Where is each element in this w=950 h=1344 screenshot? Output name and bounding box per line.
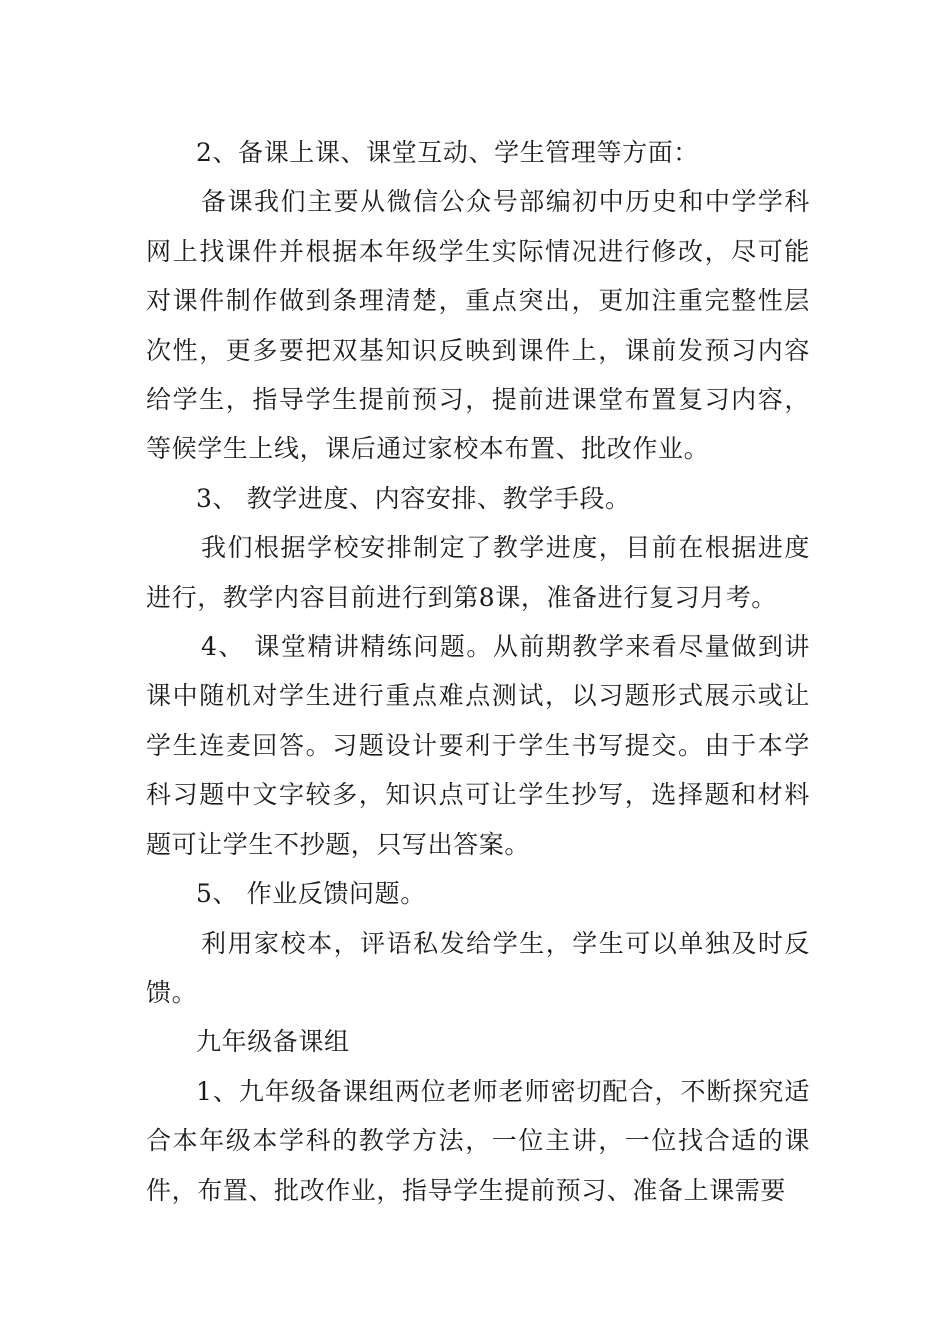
paragraph-section-2-heading: 2、备课上课、课堂互动、学生管理等方面： [196,138,699,167]
paragraph-section-4-practice: 4、 课堂精讲精练问题。从前期教学来看尽量做到讲课中随机对学生进行重点难点测试，以习题形式展示或让学生连麦回答。习题设计要利于学生书写提交。由于本学科习题中文字较多，知识点可让学生抄写，选择题和材料题可让学生不抄题，只写出答案。 [146,632,810,859]
paragraph-section-5-heading: 5、 作业反馈问题。 [196,879,426,909]
paragraph-grade9-group-heading: 九年级备课组 [196,1027,350,1057]
paragraph-grade9-item-1: 1、九年级备课组两位老师老师密切配合，不断探究适合本年级本学科的教学方法，一位主讲，一位找合适的课件，布置、批改作业，指导学生提前预习、准备上课需要 [146,1076,810,1205]
paragraph-teaching-progress: 我们根据学校安排制定了教学进度，目前在根据进度进行，教学内容目前进行到第8课，准备进行复习月考。 [146,533,810,612]
paragraph-lesson-preparation: 备课我们主要从微信公众号部编初中历史和中学学科网上找课件并根据本年级学生实际情况进行修改，尽可能对课件制作做到条理清楚，重点突出，更加注重完整性层次性，更多要把双基知识反映到课件上，课前发预习内容给学生，指导学生提前预习，提前进课堂布置复习内容，等候学生上线，课后通过家校本布置、批改作业。 [146,187,810,464]
document-body [146,128,810,1215]
paragraph-homework-feedback: 利用家校本，评语私发给学生，学生可以单独及时反馈。 [146,928,810,1007]
paragraph-section-3-heading: 3、 教学进度、内容安排、教学手段。 [196,483,631,513]
